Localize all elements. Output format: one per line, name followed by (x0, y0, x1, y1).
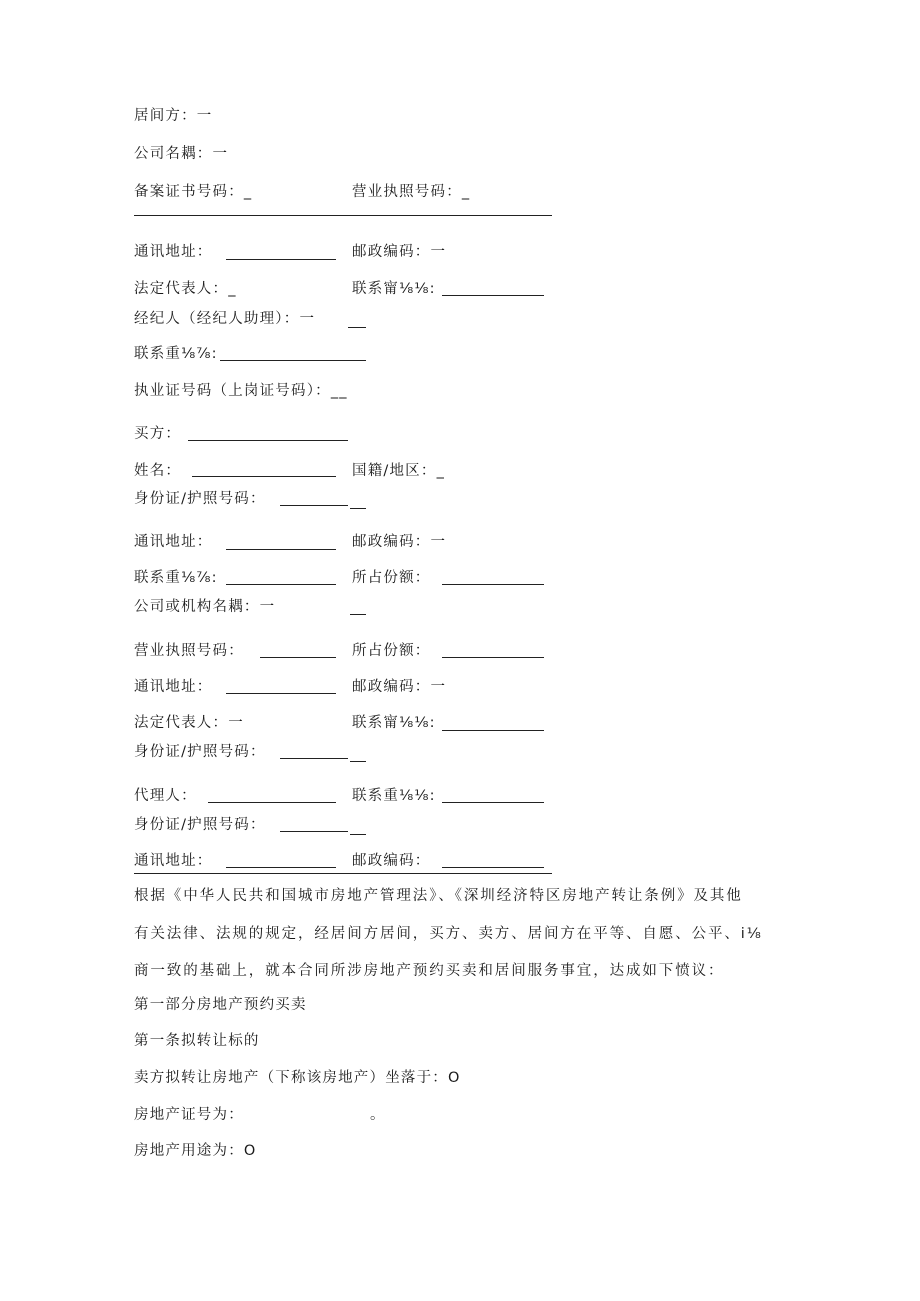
buyer-name-label: 姓名： (134, 463, 182, 479)
buyer-name-field[interactable] (192, 476, 336, 477)
org-name-field[interactable] (350, 614, 366, 615)
buyer-phone-field[interactable] (226, 584, 336, 585)
business-license-label: 营业执照号码：_ (352, 184, 471, 200)
org-postal-label: 邮政编码：一 (352, 679, 447, 695)
legal-rep-label: 法定代表人：_ (134, 281, 237, 297)
buyer-field[interactable] (188, 440, 348, 441)
proxy-address-label: 通讯地址： (134, 853, 213, 869)
intermediary-postal-label: 邮政编码：一 (352, 244, 447, 260)
part1-title: 第一部分房地产预约买卖 (134, 997, 307, 1013)
section-divider-bottom (134, 873, 552, 874)
proxy-phone-field[interactable] (442, 802, 544, 803)
paragraph-line-1: 根据《中华人民共和国城市房地产管理法》、《深圳经济特区房地产转让条例》及其他 (134, 888, 743, 904)
org-id-field[interactable] (280, 758, 348, 759)
buyer-id-field[interactable] (280, 505, 348, 506)
org-id-field-tail (350, 761, 366, 762)
org-license-label: 营业执照号码： (134, 643, 244, 659)
property-use: 房地产用途为：O (134, 1143, 257, 1159)
org-share-label: 所占份额： (352, 643, 431, 659)
contact-phone-label: 联系甯⅛⅛: (352, 281, 436, 297)
practice-cert-label: 执业证号码（上岗证号码）：__ (134, 383, 348, 399)
proxy-id-label: 身份证/护照号码： (134, 817, 266, 833)
property-cert-end: 。 (370, 1107, 386, 1123)
proxy-label: 代理人： (134, 788, 197, 804)
org-contact-phone-field[interactable] (442, 730, 544, 731)
intermediary-address-label: 通讯地址： (134, 244, 213, 260)
buyer-share-field[interactable] (442, 584, 544, 585)
org-address-field[interactable] (226, 693, 336, 694)
filing-cert-label: 备案证书号码：_ (134, 184, 253, 200)
intermediary-address-field[interactable] (226, 259, 336, 260)
buyer-label: 买方： (134, 426, 182, 442)
paragraph-line-3: 商一致的基础上，就本合同所涉房地产预约买卖和居间服务事宜，达成如下愤议： (134, 963, 725, 979)
buyer-share-label: 所占份额： (352, 570, 431, 586)
org-contact-phone-label: 联系甯⅛⅛: (352, 715, 436, 731)
proxy-postal-field[interactable] (442, 867, 544, 868)
agent-field[interactable] (348, 327, 366, 328)
property-cert-label: 房地产证号为： (134, 1107, 244, 1123)
org-share-field[interactable] (442, 657, 544, 658)
agent-label: 经纪人（经纪人助理）：一 (134, 311, 316, 327)
proxy-id-field[interactable] (280, 831, 348, 832)
nationality-label: 国籍/地区：_ (352, 463, 446, 479)
article1-title: 第一条拟转让标的 (134, 1033, 260, 1049)
org-name-label: 公司或机构名耦：一 (134, 599, 276, 615)
org-id-label: 身份证/护照号码： (134, 744, 266, 760)
agent-phone-field[interactable] (220, 360, 366, 361)
buyer-id-label: 身份证/护照号码： (134, 491, 266, 507)
org-address-label: 通讯地址： (134, 679, 213, 695)
contact-phone-field[interactable] (442, 295, 544, 296)
org-legal-rep-label: 法定代表人：一 (134, 715, 244, 731)
section-divider (134, 215, 552, 216)
buyer-phone-label: 联系重⅛⅞: (134, 570, 218, 586)
buyer-address-field[interactable] (226, 549, 336, 550)
intermediary-label: 居间方：一 (134, 108, 213, 124)
proxy-postal-label: 邮政编码： (352, 853, 431, 869)
company-name-label: 公司名耦：一 (134, 146, 229, 162)
paragraph-line-2: 有关法律、法规的规定，经居间方居间，买方、卖方、居间方在平等、自愿、公平、i⅛ (134, 926, 763, 942)
proxy-phone-label: 联系重⅛⅛: (352, 788, 436, 804)
buyer-address-label: 通讯地址： (134, 534, 213, 550)
agent-phone-label: 联系重⅛⅞: (134, 346, 218, 362)
buyer-id-field-tail (350, 508, 366, 509)
buyer-postal-label: 邮政编码：一 (352, 534, 447, 550)
org-license-field[interactable] (260, 657, 336, 658)
proxy-address-field[interactable] (226, 867, 336, 868)
property-location: 卖方拟转让房地产（下称该房地产）坐落于：O (134, 1070, 461, 1086)
proxy-id-field-tail (350, 834, 366, 835)
proxy-field[interactable] (208, 802, 336, 803)
